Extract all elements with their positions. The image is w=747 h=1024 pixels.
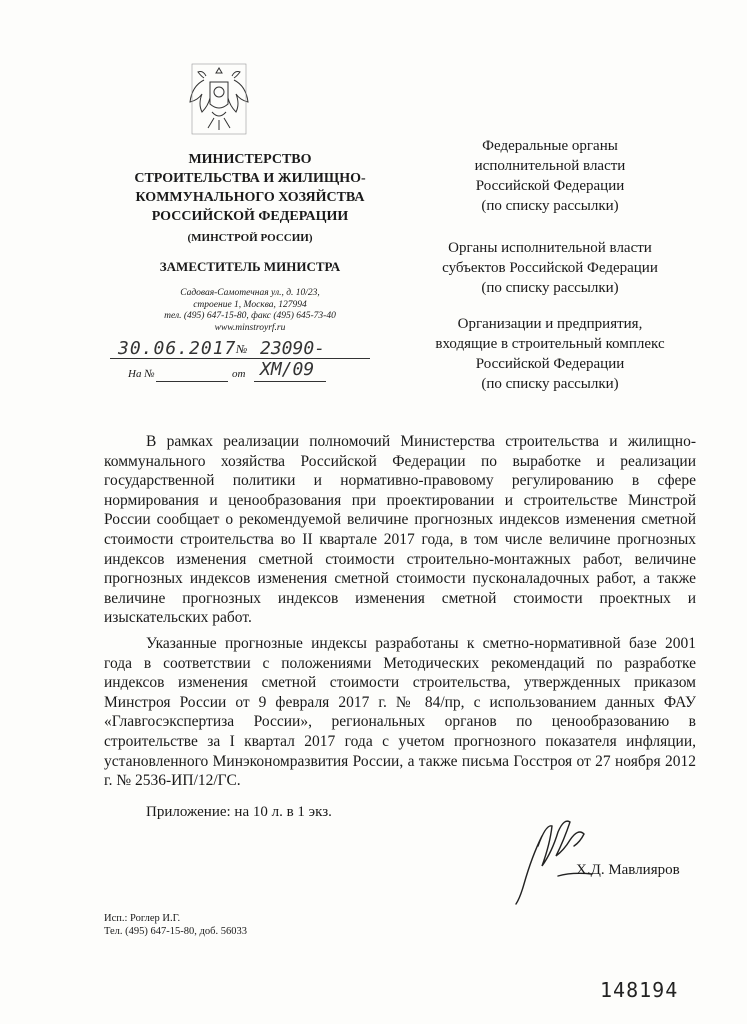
addressee-block	[400, 238, 700, 298]
registration-number-label: №	[236, 342, 248, 356]
ministry-address	[100, 288, 400, 334]
address-line: тел. (495) 647-15-80, факс (495) 645-73-40	[164, 311, 336, 321]
addressee-block	[400, 314, 700, 394]
reply-number-blank	[156, 381, 228, 382]
ministry-line: РОССИЙСКОЙ ФЕДЕРАЦИИ	[151, 209, 349, 224]
addressee-line: (по списку рассылки)	[481, 376, 619, 392]
position-title: ЗАМЕСТИТЕЛЬ МИНИСТРА	[159, 259, 341, 274]
addressee-line: входящие в строительный комплекс	[435, 336, 665, 352]
registration-number: 23090-ХМ/09	[260, 338, 326, 380]
addressee-line: Федеральные органы	[482, 138, 618, 154]
reply-number-label: На №	[128, 368, 155, 380]
reply-date-label: от	[232, 368, 246, 380]
ministry-line: КОММУНАЛЬНОГО ХОЗЯЙСТВА	[135, 190, 365, 205]
addressee-line: Органы исполнительной власти	[448, 240, 652, 256]
address-line: Садовая-Самотечная ул., д. 10/23,	[180, 288, 320, 298]
coat-of-arms-icon	[184, 62, 254, 136]
body-paragraph-2: Указанные прогнозные индексы разработаны к сметно-нормативной базе 2001 года в соответствии с положениями Методических рекомендаций по разработке индексов изменения сметной стоимости строительства, утвержденных приказом Минстроя России от 9 февраля 2017 г. № 84/пр, с использованием данных ФАУ «Главгосэкспертиза России», региональных органов по ценообразованию в строительстве за I квартал 2017 года с учетом прогнозного показателя инфляции, установленного Минэкономразвития России, а также письма Госстроя от 27 ноября 2012 г. № 2536-ИП/12/ГС.	[104, 635, 696, 790]
addressee-line: исполнительной власти	[474, 158, 626, 174]
reply-date-blank	[254, 381, 326, 382]
addressee-block	[400, 136, 700, 216]
attachment-note: Приложение: на 10 л. в 1 экз.	[146, 804, 332, 820]
ministry-short-name: (МИНСТРОЙ РОССИИ)	[187, 232, 313, 244]
ministry-line: МИНИСТЕРСТВО	[188, 152, 312, 167]
ministry-line: СТРОИТЕЛЬСТВА И ЖИЛИЩНО-	[134, 171, 366, 186]
document-number-stamp: 148194	[600, 978, 679, 1002]
executor-info	[104, 912, 247, 938]
address-line: www.minstroyrf.ru	[214, 322, 286, 333]
addressee-line: Российской Федерации	[475, 356, 625, 372]
executor-name: Исп.: Роглер И.Г.	[104, 913, 181, 924]
ministry-name	[100, 150, 400, 226]
registration-underline	[110, 358, 370, 359]
addressee-line: (по списку рассылки)	[481, 198, 619, 214]
addressee-line: субъектов Российской Федерации	[442, 260, 658, 276]
registration-date: 30.06.2017	[118, 338, 237, 359]
executor-phone: Тел. (495) 647-15-80, доб. 56033	[104, 926, 247, 937]
addressee-line: Российской Федерации	[475, 178, 625, 194]
signer-name: Х.Д. Мавлияров	[576, 862, 680, 878]
addressee-line: (по списку рассылки)	[481, 280, 619, 296]
address-line: строение 1, Москва, 127994	[193, 299, 307, 310]
reply-reference-line	[128, 368, 368, 386]
body-paragraph-1: В рамках реализации полномочий Министерства строительства и жилищно-коммунального хозяйства Российской Федерации по выработке и реализации государственной политики и нормативно-правовому регулированию в сфере нормирования и ценообразования при проектировании и строительстве Минстрой России сообщает о рекомендуемой величине прогнозных индексов изменения сметной стоимости строительства во II квартале 2017 года, в том числе величине прогнозных индексов изменения сметной стоимости строительно-монтажных работ, величине прогнозных индексов изменения сметной стоимости пусконаладочных работ, а также величине прогнозных индексов изменения сметной стоимости проектных и изыскательских работ.	[104, 433, 696, 627]
addressee-line: Организации и предприятия,	[457, 316, 643, 332]
